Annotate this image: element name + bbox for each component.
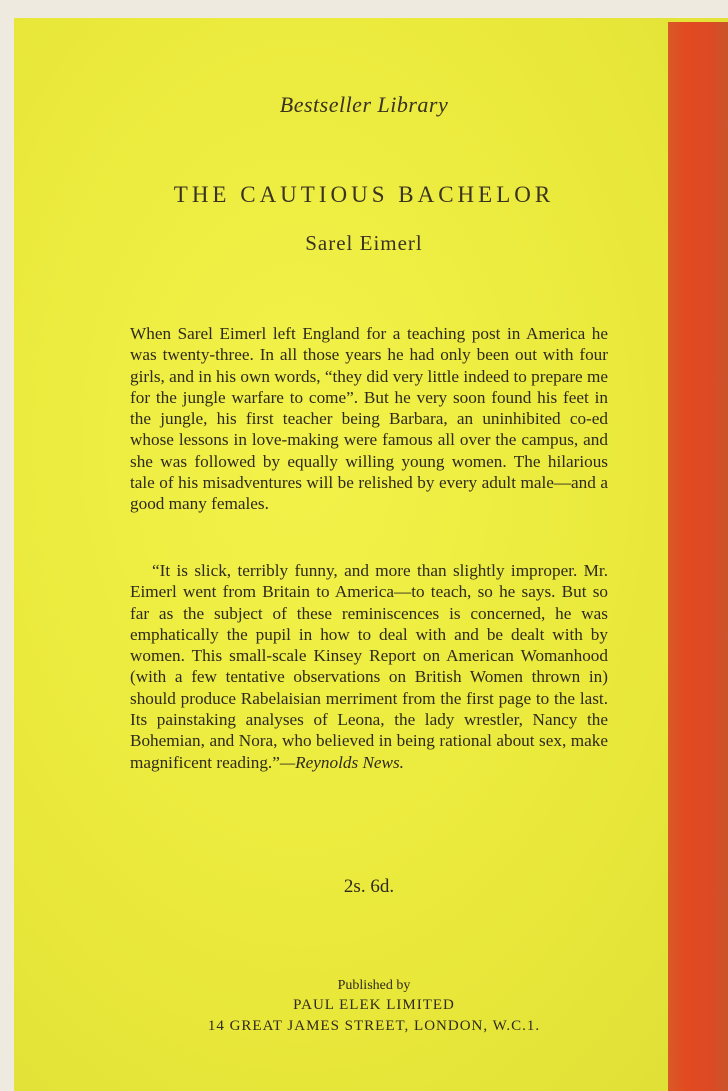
series-name: Bestseller Library	[279, 92, 449, 117]
publisher-name: PAUL ELEK LIMITED	[293, 997, 455, 1013]
red-spine-strip	[668, 22, 728, 1091]
review-quote	[130, 560, 608, 773]
blurb-paragraph: When Sarel Eimerl left England for a teaching post in America he was twenty-three. In all those years he had only been out with four girls, and in his own words, “they did very little indeed to prepare me for the jungle warfare to come”. But he very soon found his feet in the jungle, his first teacher being Barbara, an uninhibited co-ed whose lessons in love-making were famous all over the campus, and she was followed by equally willing young women. The hilarious tale of his misadventures will be relished by every adult male—and a good many females.	[130, 324, 608, 514]
publisher-address: 14 GREAT JAMES STREET, LONDON, W.C.1.	[207, 1018, 541, 1034]
publisher-intro: Published by	[337, 978, 411, 993]
book-author: Sarel Eimerl	[305, 231, 423, 255]
book-back-cover	[14, 18, 728, 1091]
review-quote-text: “It is slick, terribly funny, and more than slightly improper. Mr. Eimerl went from Britain to America—to teach, so he says. But so far as the subject of these reminiscences is concerned, he was emphatically the pupil in how to deal with and be dealt with by women. This small-scale Kinsey Report on American Womanhood (with a few tentative observations on British Women thrown in) should produce Rabelaisian merriment from the first page to the last. Its painstaking analyses of Leona, the lady wrestler, Nancy the Bohemian, and Nora, who believed in being rational about sex, make magnificent reading.”	[130, 561, 608, 772]
review-source: —Reynolds News.	[279, 752, 404, 772]
book-title: THE CAUTIOUS BACHELOR	[173, 182, 555, 207]
price: 2s. 6d.	[343, 876, 395, 897]
